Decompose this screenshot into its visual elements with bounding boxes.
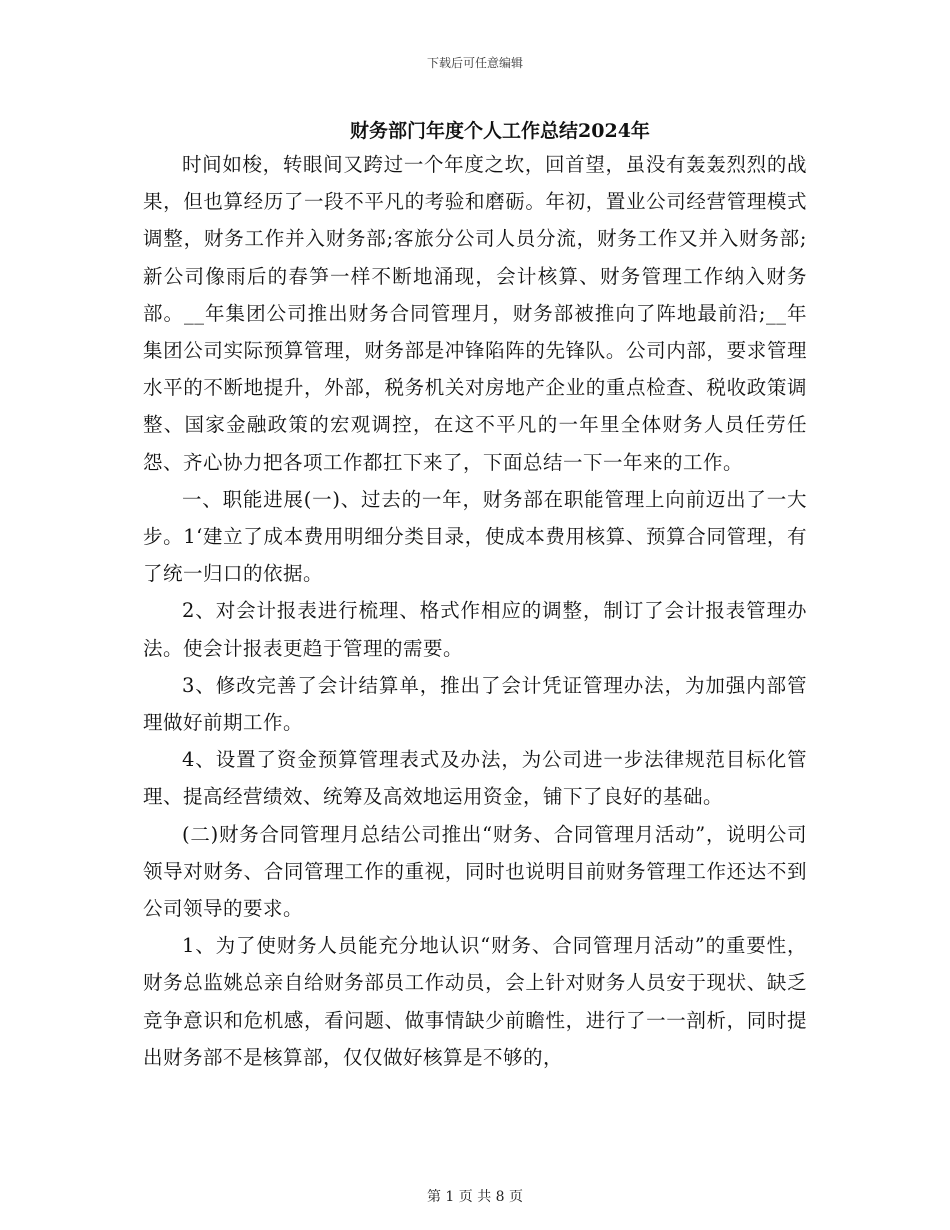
paragraph-section-2: (二)财务合同管理月总结公司推出“财务、合同管理月活动”，说明公司领导对财务、合同管理工作的重视，同时也说明目前财务管理工作还达不到公司领导的要求。	[143, 822, 807, 921]
paragraph-item-4: 4、设置了资金预算管理表式及办法，为公司进一步法律规范目标化管理、提高经营绩效、统筹及高效地运用资金，铺下了良好的基础。	[143, 748, 807, 809]
document-title: 财务部门年度个人工作总结2024年	[350, 120, 650, 142]
document-body	[143, 146, 807, 1076]
paragraph-item-2: 2、对会计报表进行梳理、格式作相应的调整，制订了会计报表管理办法。使会计报表更趋于管理的需要。	[143, 599, 807, 660]
page-header-note: 下载后可任意编辑	[426, 56, 523, 70]
paragraph-intro: 时间如梭，转眼间又跨过一个年度之坎，回首望，虽没有轰轰烈烈的战果，但也算经历了一段不平凡的考验和磨砺。年初，置业公司经营管理模式调整，财务工作并入财务部;客旅分公司人员分流，财务工作又并入财务部;新公司像雨后的春笋一样不断地涌现，会计核算、财务管理工作纳入财务部。__年集团公司推出财务合同管理月，财务部被推向了阵地最前沿;__年集团公司实际预算管理，财务部是冲锋陷阵的先锋队。公司内部，要求管理水平的不断地提升，外部，税务机关对房地产企业的重点检查、税收政策调整、国家金融政策的宏观调控，在这不平凡的一年里全体财务人员任劳任怨、齐心协力把各项工作都扛下来了，下面总结一下一年来的工作。	[143, 153, 807, 474]
paragraph-section-2-item-1: 1、为了使财务人员能充分地认识“财务、合同管理月活动”的重要性，财务总监姚总亲自给财务部员工作动员，会上针对财务人员安于现状、缺乏竞争意识和危机感，看问题、做事情缺少前瞻性，进行了一一剖析，同时提出财务部不是核算部，仅仅做好核算是不够的，	[143, 934, 807, 1069]
paragraph-item-3: 3、修改完善了会计结算单，推出了会计凭证管理办法，为加强内部管理做好前期工作。	[143, 673, 807, 735]
page-number: 第 1 页 共 8 页	[426, 1189, 524, 1205]
paragraph-section-1: 一、职能进展(一)、过去的一年，财务部在职能管理上向前迈出了一大步。1‘建立了成本费用明细分类目录，使成本费用核算、预算合同管理，有了统一归口的依据。	[143, 487, 807, 586]
